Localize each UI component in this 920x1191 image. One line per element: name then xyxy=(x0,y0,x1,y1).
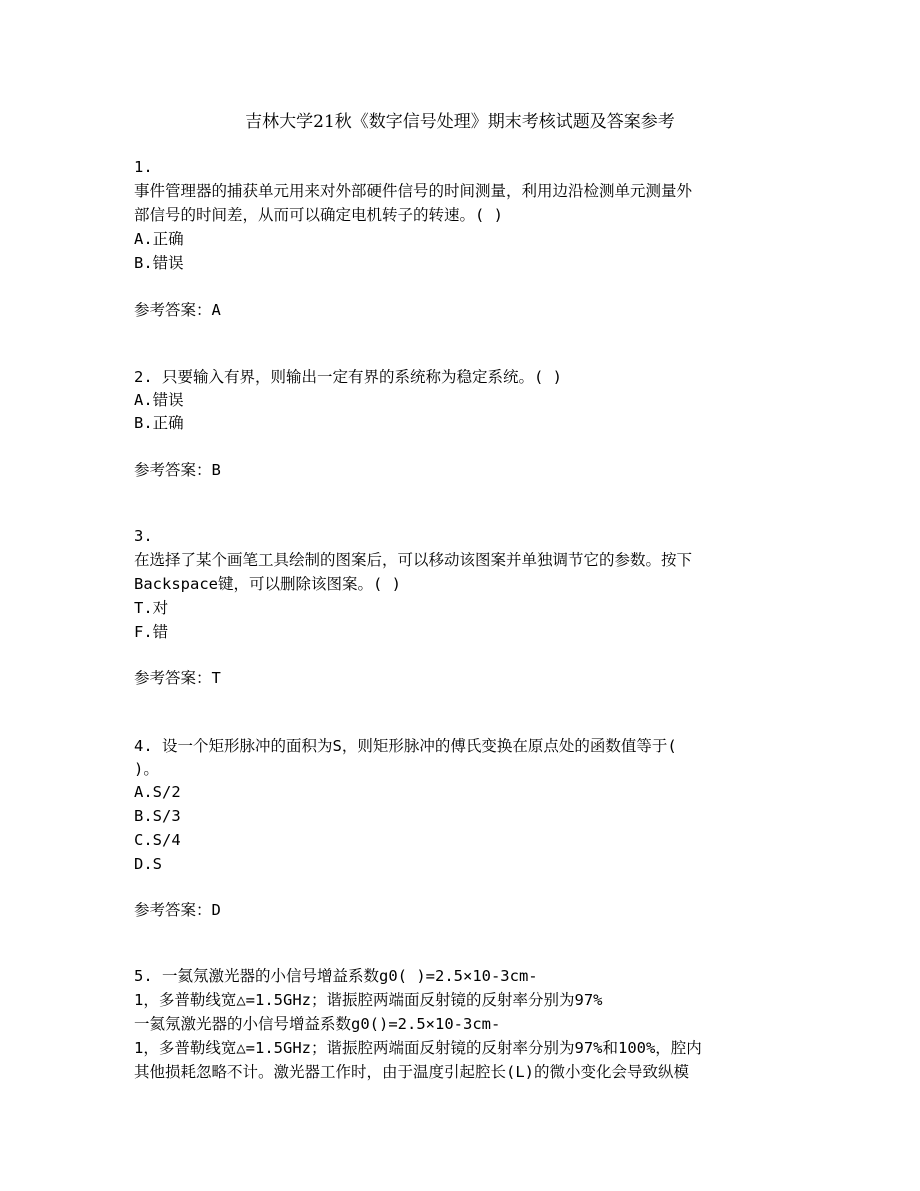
question-5-text-line-1: 5. 一氦氖激光器的小信号增益系数g0( )=2.5×10-3cm- xyxy=(134,967,538,985)
question-1-text-line-1: 事件管理器的捕获单元用来对外部硬件信号的时间测量，利用边沿检测单元测量外 xyxy=(134,182,693,200)
question-2-text: 2. 只要输入有界，则输出一定有界的系统称为稳定系统。( ) xyxy=(134,368,562,386)
question-1-option-b: B.错误 xyxy=(134,254,184,272)
question-4-option-b: B.S/3 xyxy=(134,807,181,825)
question-5-text-line-5: 其他损耗忽略不计。激光器工作时，由于温度引起腔长(L)的微小变化会导致纵模 xyxy=(134,1063,689,1081)
question-2-option-a: A.错误 xyxy=(134,391,184,409)
question-5-text-line-3: 一氦氖激光器的小信号增益系数g0()=2.5×10-3cm- xyxy=(134,1015,501,1033)
question-1-text-line-2: 部信号的时间差，从而可以确定电机转子的转速。( ) xyxy=(134,206,503,224)
question-1-number: 1. xyxy=(134,158,153,176)
document-title: 吉林大学21秋《数字信号处理》期末考核试题及答案参考 xyxy=(245,112,675,132)
question-3-text-line-1: 在选择了某个画笔工具绘制的图案后，可以移动该图案并单独调节它的参数。按下 xyxy=(134,551,693,569)
question-4-option-d: D.S xyxy=(134,855,162,873)
question-3-option-t: T.对 xyxy=(134,599,169,617)
question-2-option-b: B.正确 xyxy=(134,414,184,432)
question-4-option-c: C.S/4 xyxy=(134,831,181,849)
question-5-text-line-2: 1，多普勒线宽△=1.5GHz；谐振腔两端面反射镜的反射率分别为97% xyxy=(134,991,603,1009)
question-4-answer: 参考答案：D xyxy=(134,901,221,919)
question-5-text-line-4: 1，多普勒线宽△=1.5GHz；谐振腔两端面反射镜的反射率分别为97%和100%，腔内 xyxy=(134,1039,702,1057)
question-3-answer: 参考答案：T xyxy=(134,669,221,687)
question-3-option-f: F.错 xyxy=(134,623,169,641)
question-1-option-a: A.正确 xyxy=(134,230,184,248)
question-1-answer: 参考答案：A xyxy=(134,301,221,319)
question-4-option-a: A.S/2 xyxy=(134,783,181,801)
question-4-text-line-1: 4. 设一个矩形脉冲的面积为S，则矩形脉冲的傅氏变换在原点处的函数值等于( xyxy=(134,737,677,755)
question-3-text-line-2: Backspace键，可以删除该图案。( ) xyxy=(134,575,401,593)
question-4-text-line-2: )。 xyxy=(134,760,159,778)
question-3-number: 3. xyxy=(134,527,153,545)
question-2-answer: 参考答案：B xyxy=(134,461,221,479)
